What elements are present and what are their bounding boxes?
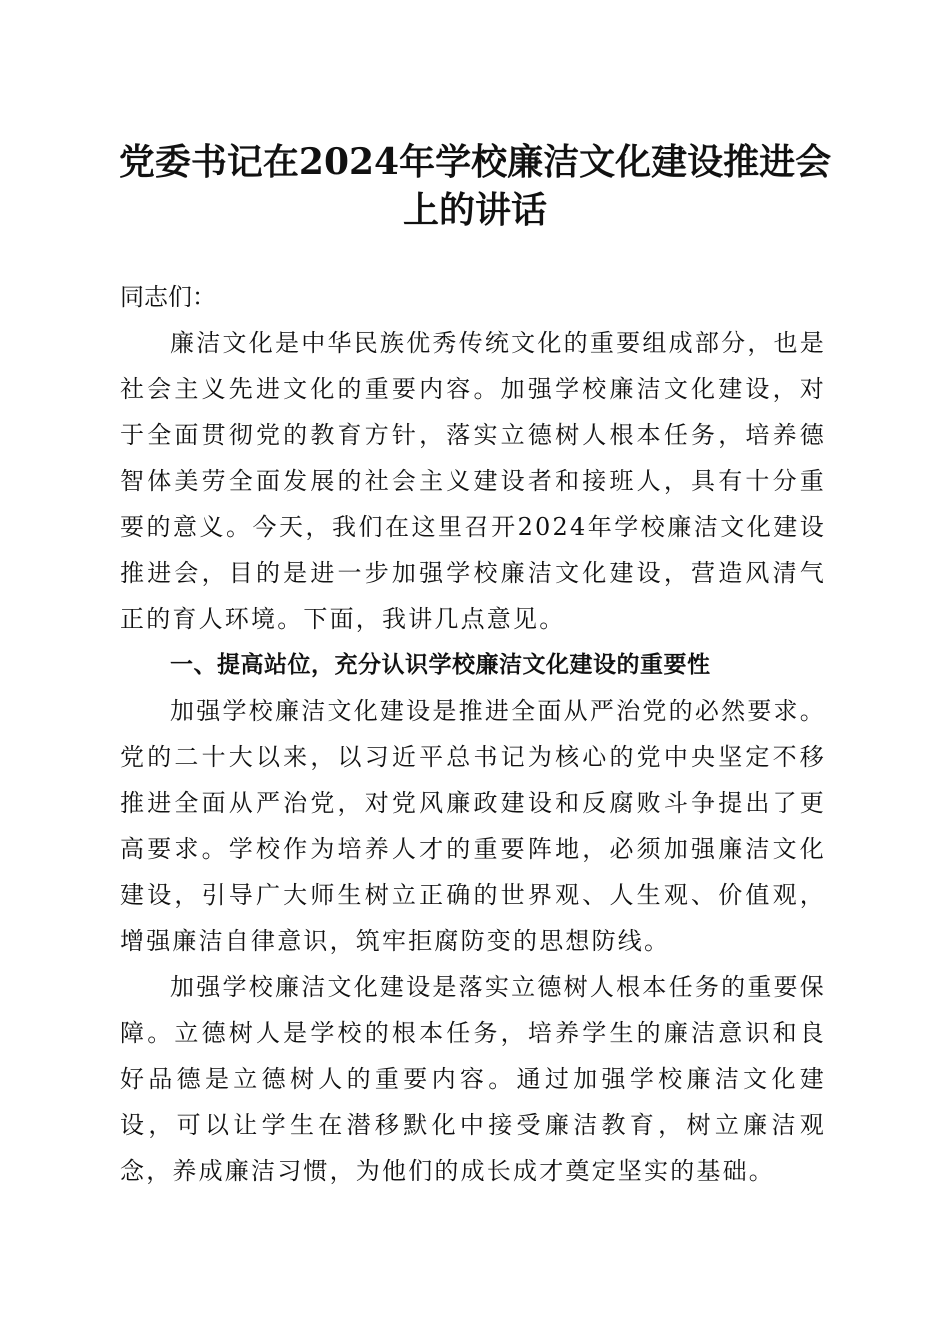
section-1-paragraph-1: 加强学校廉洁文化建设是推进全面从严治党的必然要求。党的二十大以来，以习近平总书记为核心的党中央坚定不移推进全面从严治党，对党风廉政建设和反腐败斗争提出了更高要求。学校作为培养人才的重要阵地，必须加强廉洁文化建设，引导广大师生树立正确的世界观、人生观、价值观，增强廉洁自律意识，筑牢拒腐防变的思想防线。 [120, 697, 826, 955]
document-title [115, 138, 835, 234]
document-title-line-2: 上的讲话 [402, 189, 547, 231]
salutation: 同志们： [120, 283, 216, 311]
section-1-paragraph-2: 加强学校廉洁文化建设是落实立德树人根本任务的重要保障。立德树人是学校的根本任务，培养学生的廉洁意识和良好品德是立德树人的重要内容。通过加强学校廉洁文化建设，可以让学生在潜移默化中接受廉洁教育，树立廉洁观念，养成廉洁习惯，为他们的成长成才奠定坚实的基础。 [120, 973, 826, 1185]
document-body [120, 274, 826, 1194]
section-heading-1: 一、提高站位，充分认识学校廉洁文化建设的重要性 [170, 652, 711, 678]
intro-paragraph: 廉洁文化是中华民族优秀传统文化的重要组成部分，也是社会主义先进文化的重要内容。加强学校廉洁文化建设，对于全面贯彻党的教育方针，落实立德树人根本任务，培养德智体美劳全面发展的社会主义建设者和接班人，具有十分重要的意义。今天，我们在这里召开2024年学校廉洁文化建设推进会，目的是进一步加强学校廉洁文化建设，营造风清气正的育人环境。下面，我讲几点意见。 [120, 329, 826, 633]
document-title-line-1: 党委书记在2024年学校廉洁文化建设推进会 [118, 141, 832, 183]
